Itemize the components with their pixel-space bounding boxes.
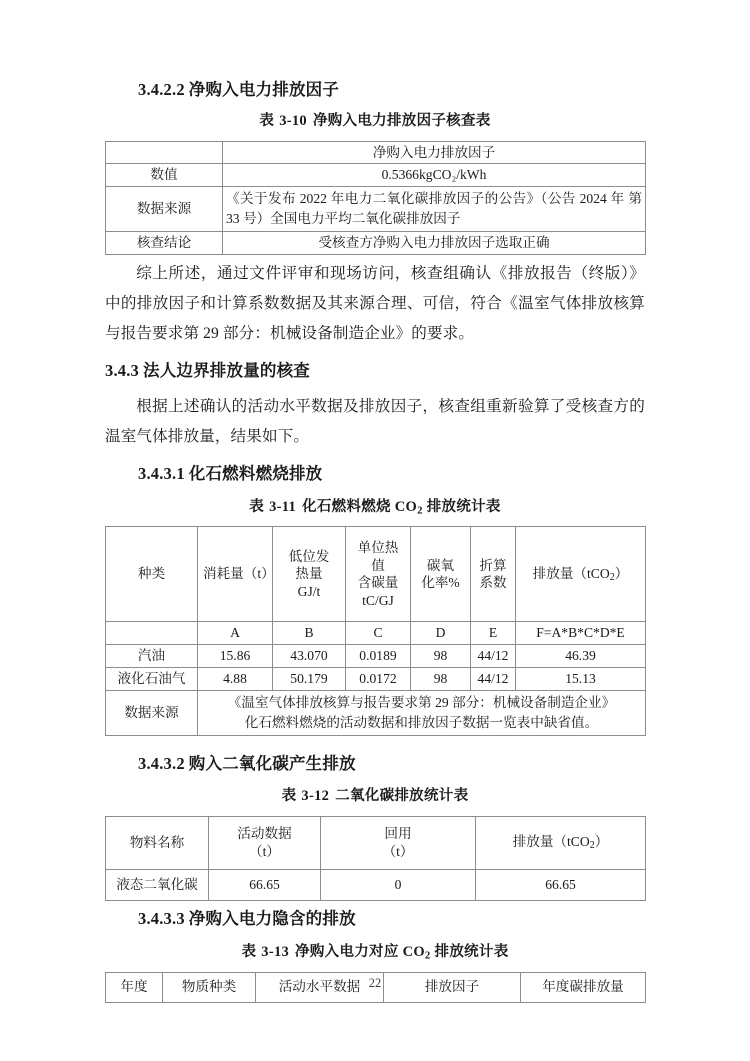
cell-row-value: 0.5366kgCO₂/kWh <box>223 164 646 187</box>
header-line: 折算 <box>479 557 507 573</box>
table-row <box>106 231 646 254</box>
heading-number: 3.4.2.2 <box>138 80 185 99</box>
cell-header-emission <box>516 527 646 622</box>
heading-text: 净购入电力隐含的排放 <box>188 909 356 929</box>
header-line: （t） <box>249 844 280 860</box>
cell-header-kind: 种类 <box>106 527 198 622</box>
page-number: 22 <box>368 976 382 990</box>
header-text-pre: 排放量（tCO <box>532 565 610 581</box>
source-line: 化石燃料燃烧的活动数据和排放因子数据一览表中缺省值。 <box>244 714 599 730</box>
paragraph-recalc: 根据上述确认的活动水平数据及排放因子，核查组重新验算了受核查方的温室气体排放量，结果如下。 <box>105 397 645 445</box>
caption-number: 3-10 <box>279 112 307 129</box>
table-3-10 <box>105 141 646 255</box>
cell-source-value <box>198 691 646 735</box>
cell-symbol-a: A <box>198 622 273 645</box>
table-row <box>106 668 646 691</box>
header-line: GJ/t <box>297 584 321 600</box>
caption-label: 表 <box>241 943 257 960</box>
cell-value: 44/12 <box>471 645 516 668</box>
cell-symbol-d: D <box>411 622 471 645</box>
cell-header-blank <box>106 141 223 164</box>
cell-reuse-value: 0 <box>321 870 476 901</box>
table-row <box>106 645 646 668</box>
cell-row-value: 受核查方净购入电力排放因子选取正确 <box>223 231 646 254</box>
cell-value: 0.0189 <box>346 645 411 668</box>
heading-text: 净购入电力排放因子 <box>188 80 340 99</box>
table-3-11 <box>105 526 646 735</box>
cell-row-label: 核查结论 <box>106 231 223 254</box>
cell-row-label: 数值 <box>106 164 223 187</box>
cell-header-value: 净购入电力排放因子 <box>223 141 646 164</box>
spacer <box>105 776 645 786</box>
cell-header-lhv <box>273 527 346 622</box>
spacer <box>105 487 645 497</box>
heading-number: 3.4.3.3 <box>138 909 185 929</box>
cell-header-emission <box>476 817 646 870</box>
caption-table-3-12 <box>105 786 645 808</box>
heading-number: 3.4.3.2 <box>138 753 185 773</box>
cell-header-conversion-factor <box>471 527 516 622</box>
cell-value: 50.179 <box>273 668 346 691</box>
cell-emission-value: 66.65 <box>476 870 646 901</box>
spacer <box>105 133 645 141</box>
source-line: 《温室气体排放核算与报告要求第 29 部分：机械设备制造企业》 <box>227 695 616 711</box>
spacer <box>105 349 645 359</box>
table-symbol-row <box>106 622 646 645</box>
spacer <box>105 518 645 526</box>
cell-symbol-blank <box>106 622 198 645</box>
cell-symbol-c: C <box>346 622 411 645</box>
caption-table-3-10 <box>105 111 645 133</box>
heading-3-4-3-3 <box>105 907 645 932</box>
cell-header-material: 物料名称 <box>106 817 209 870</box>
header-text-sub: 2 <box>609 571 615 583</box>
header-line: 碳氧 <box>426 557 455 573</box>
spacer <box>105 808 645 816</box>
cell-header-factor: 排放因子 <box>384 972 521 1002</box>
header-line: 化率% <box>421 575 460 591</box>
table-row <box>106 870 646 901</box>
caption-title-pre: 净购入电力对应 CO <box>295 943 425 960</box>
header-line: 单位热值 <box>357 539 399 573</box>
caption-title-sub: 2 <box>424 949 431 962</box>
header-text-sub: 2 <box>589 840 595 852</box>
header-line: 回用 <box>384 826 412 842</box>
header-line: 含碳量 <box>357 575 399 591</box>
caption-number: 3-12 <box>301 788 330 805</box>
spacer <box>105 103 645 111</box>
header-text-post: ） <box>614 565 629 581</box>
caption-title-post: 排放统计表 <box>430 943 509 960</box>
cell-value: 15.13 <box>516 668 646 691</box>
table-row <box>106 164 646 187</box>
table-header-row <box>106 817 646 870</box>
heading-number: 3.4.3 <box>105 361 139 380</box>
cell-row-value: 《关于发布 2022 年电力二氧化碳排放因子的公告》（公告 2024 年 第 33 号）全国电力平均二氧化碳排放因子 <box>223 187 646 231</box>
cell-header-annual-emission: 年度碳排放量 <box>521 972 646 1002</box>
header-line: 活动数据 <box>237 826 292 842</box>
header-line: 低位发 <box>288 548 330 564</box>
page-content <box>105 78 645 1003</box>
cell-header-reuse <box>321 817 476 870</box>
cell-value: 46.39 <box>516 645 646 668</box>
table-row <box>106 141 646 164</box>
cell-symbol-b: B <box>273 622 346 645</box>
table-header-row <box>106 527 646 622</box>
heading-text: 化石燃料燃烧排放 <box>188 463 323 483</box>
spacer <box>105 452 645 462</box>
caption-label: 表 <box>259 112 275 129</box>
caption-number: 3-11 <box>269 498 297 515</box>
heading-text: 购入二氧化碳产生排放 <box>188 753 356 773</box>
heading-3-4-2-2 <box>105 78 645 103</box>
header-line: 系数 <box>479 575 507 591</box>
caption-title-sub: 2 <box>417 504 423 517</box>
cell-symbol-f: F=A*B*C*D*E <box>516 622 646 645</box>
heading-text: 法人边界排放量的核查 <box>143 361 310 380</box>
cell-value: 98 <box>411 668 471 691</box>
cell-value: 44/12 <box>471 668 516 691</box>
caption-title-pre: 化石燃料燃烧 CO <box>302 498 418 515</box>
caption-title-post: 排放统计表 <box>422 498 501 515</box>
cell-value: 43.070 <box>273 645 346 668</box>
cell-header-activity <box>209 817 321 870</box>
cell-symbol-e: E <box>471 622 516 645</box>
spacer <box>105 384 645 392</box>
paragraph-summary: 综上所述，通过文件评审和现场访问，核查组确认《排放报告（终版）》中的排放因子和计算系数数据及其来源合理、可信，符合《温室气体排放核算与报告要求第 29 部分：机械设备制造企业》的要求。 <box>105 264 645 342</box>
cell-header-oxidation-rate <box>411 527 471 622</box>
caption-title: 二氧化碳排放统计表 <box>335 788 469 805</box>
cell-header-year: 年度 <box>106 972 163 1002</box>
cell-fuel-kind: 液化石油气 <box>106 668 198 691</box>
cell-activity-value: 66.65 <box>209 870 321 901</box>
cell-header-activity: 活动水平数据 <box>256 972 384 1002</box>
caption-label: 表 <box>281 788 297 805</box>
cell-material-name: 液态二氧化碳 <box>106 870 209 901</box>
table-3-12 <box>105 816 646 901</box>
spacer <box>105 932 645 942</box>
heading-3-4-3-2 <box>105 752 645 777</box>
header-text-pre: 排放量（tCO <box>512 834 590 850</box>
header-text-post: ） <box>594 834 609 850</box>
spacer <box>105 964 645 972</box>
cell-value: 15.86 <box>198 645 273 668</box>
table-source-row <box>106 691 646 735</box>
caption-title: 净购入电力排放因子核查表 <box>312 112 491 129</box>
caption-label: 表 <box>249 498 265 515</box>
caption-table-3-11 <box>105 497 645 519</box>
header-line: tC/GJ <box>362 593 394 609</box>
heading-3-4-3-1 <box>105 462 645 487</box>
cell-header-substance: 物质种类 <box>163 972 256 1002</box>
cell-fuel-kind: 汽油 <box>106 645 198 668</box>
cell-source-label: 数据来源 <box>106 691 198 735</box>
caption-number: 3-13 <box>261 943 290 960</box>
cell-row-label: 数据来源 <box>106 187 223 231</box>
cell-value: 0.0172 <box>346 668 411 691</box>
cell-value: 98 <box>411 645 471 668</box>
cell-value: 4.88 <box>198 668 273 691</box>
spacer <box>105 736 645 752</box>
header-line: （t） <box>382 844 414 860</box>
header-line: 热量 <box>295 566 323 582</box>
heading-3-4-3 <box>105 359 645 384</box>
cell-header-carbon-content <box>346 527 411 622</box>
table-row <box>106 187 646 231</box>
cell-header-consumption: 消耗量（t） <box>198 527 273 622</box>
heading-number: 3.4.3.1 <box>138 463 185 483</box>
caption-table-3-13 <box>105 942 645 964</box>
